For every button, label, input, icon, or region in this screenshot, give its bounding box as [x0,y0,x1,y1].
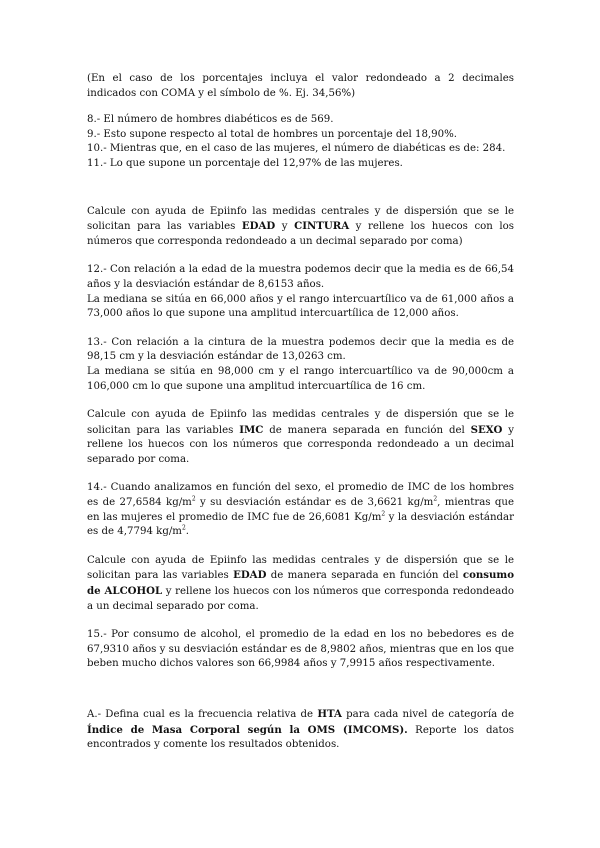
percentage-instruction: (En el caso de los porcentajes incluya el valor redondeado a 2 decimales indicados con COMA y el símbolo de %. Ej. 34,56%) [87,73,514,99]
answer-12-median: La mediana se sitúa en 66,000 años y el rango intercuartílico va de 61,000 años a 73,000 años lo que supone una amplitud intercuartílica de 12,000 años. [87,293,514,320]
answer-12-mean: 12.- Con relación a la edad de la muestra podemos decir que la media es de 66,54 años y la desviación estándar de 8,6153 años. [87,264,514,290]
answer-13-mean: 13.- Con relación a la cintura de la muestra podemos decir que la media es de 98,15 cm y la desviación estándar de 13,0263 cm. [87,336,514,363]
question-a-hta: A.- Defina cual es la frecuencia relativa de HTA para cada nivel de categoría de Índice de Masa Corporal según la OMS (IMCOMS). Reporte los datos encontrados y comente los resultados obtenidos. [87,708,514,751]
instruction-edad-alcohol: Calcule con ayuda de Epiinfo las medidas centrales y de dispersión que se le solicitan para las variables EDAD de manera separada en función del consumo de ALCOHOL y rellene los huecos con los números que corresponda redondeado a un decimal separado por coma. [87,554,514,612]
answer-13-median: La mediana se sitúa en 98,000 cm y el rango intercuartílico va de 90,000cm a 106,000 cm lo que supone una amplitud intercuartílica de 16 cm. [87,365,514,392]
answer-14: 14.- Cuando analizamos en función del sexo, el promedio de IMC de los hombres es de 27,6584 $kg/m^2$ y su desviación estándar es de 3,6621 $kg/m^2$, mientras que en las mujeres el promedio de IMC fue de 26,6081 $Kg/m^2$ y la desviación estándar es de 4,7794 $kg/m^2$. [87,482,514,538]
answer-12 [87,263,514,321]
answer-10: 10.- Mientras que, en el caso de las mujeres, el número de diabéticas es de: 284. [87,143,506,155]
instruction-imc-sexo: Calcule con ayuda de Epiinfo las medidas centrales y de dispersión que se le solicitan para las variables IMC de manera separada en función del SEXO y rellene los huecos con los números que corresponda redondeado a un decimal separado por coma. [87,409,514,465]
answers-diabetes [87,113,514,171]
instruction-edad-cintura: Calcule con ayuda de Epiinfo las medidas centrales y de dispersión que se le solicitan para las variables EDAD y CINTURA y rellene los huecos con los números que corresponda redondeado a un decimal separado por coma) [87,205,515,247]
answer-9: 9.- Esto supone respecto al total de hombres un porcentaje del 18,90%. [87,128,458,140]
answer-11: 11.- Lo que supone un porcentaje del 12,97% de las mujeres. [87,157,403,169]
answer-13 [87,336,514,394]
answer-8: 8.- El número de hombres diabéticos es de 569. [87,114,334,126]
answer-15: 15.- Por consumo de alcohol, el promedio de la edad en los no bebedores es de 67,9310 años y su desviación estándar es de 8,9802 años, mientras que en los que beben mucho dichos valores son 66,9984 años y 7,9915 años respectivamente. [87,629,514,670]
